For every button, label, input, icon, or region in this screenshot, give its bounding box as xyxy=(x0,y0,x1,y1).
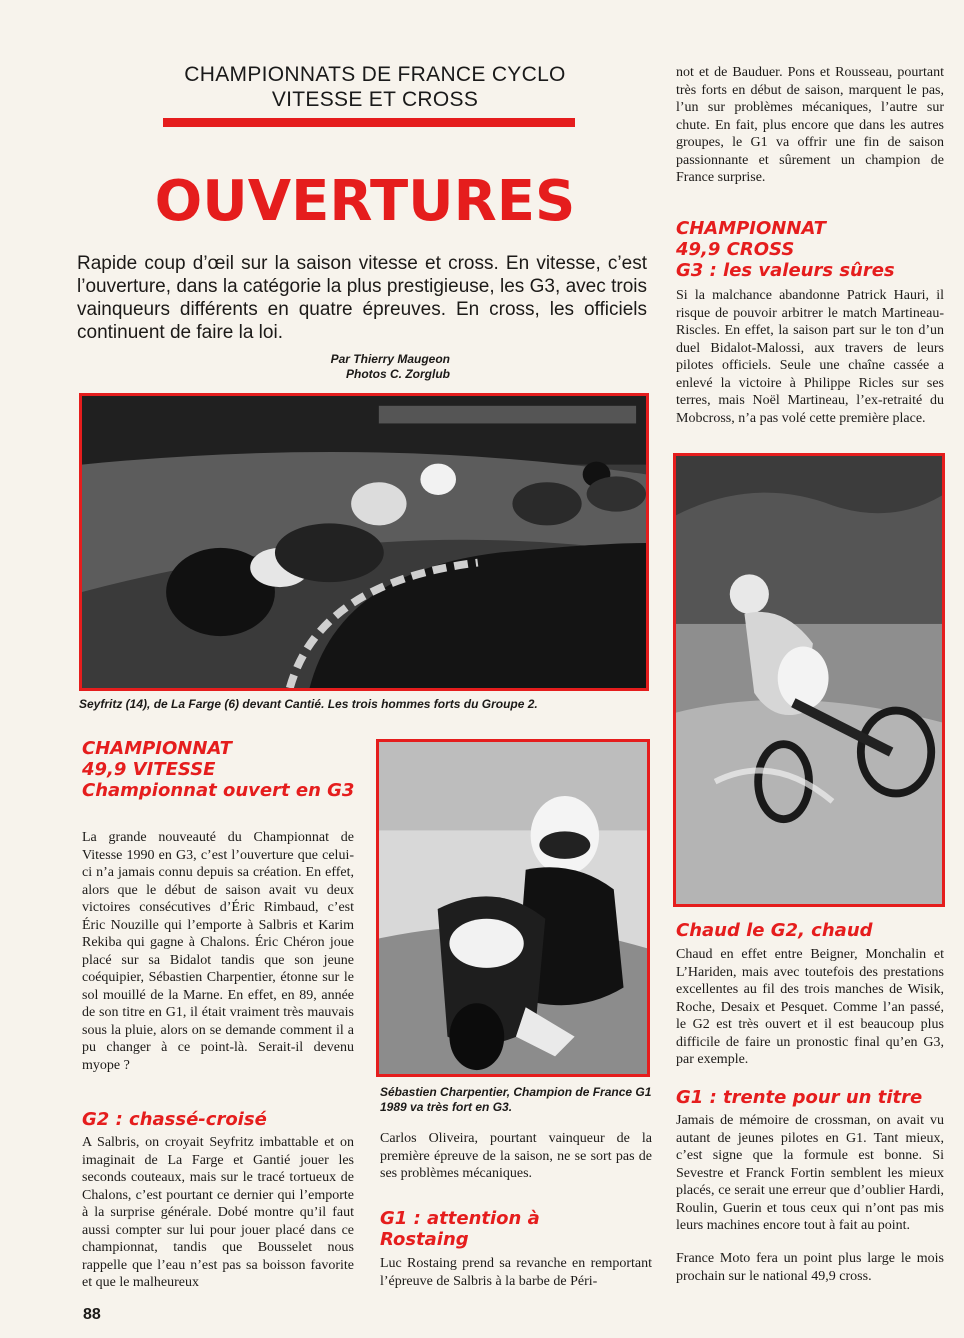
cross-g1-paragraph: Jamais de mémoire de crossman, on avait vu autant de jeunes pilotes en G1. Tant mieux, c’est signe que la formule est bonne. Si Sevestre et Franck Fortin semblent les mieux placés, ce serait une erreur que d’oublier Hardi, Roulin, Guerin et tous ceux qui n’ont pas mis leurs machines encore tout à fait au point. xyxy=(676,1113,944,1233)
lead-paragraph: Rapide coup d’œil sur la saison vitesse et cross. En vitesse, c’est l’ouverture, dans la catégorie la plus prestigieuse, les G3, avec trois vainqueurs différents en quatre épreuves. En cross, les officiels continuent de faire la loi. xyxy=(77,253,647,343)
headline: OUVERTURES xyxy=(154,169,576,234)
kicker xyxy=(150,62,600,112)
subheading-g2-cross: Chaud le G2, chaud xyxy=(676,920,873,941)
caption-charpentier: Sébastien Charpentier, Champion de France G1 1989 va très fort en G3. xyxy=(380,1085,652,1114)
oliveira-paragraph: Carlos Oliveira, pourtant vainqueur de la première épreuve de la saison, ne se sort pas de ses problèmes mécaniques. xyxy=(380,1131,652,1181)
byline-author: Par Thierry Maugeon xyxy=(330,352,450,366)
subheading-g1-cross: G1 : trente pour un titre xyxy=(676,1087,923,1108)
section-vitesse xyxy=(82,738,362,801)
section-cross-heading-1: CHAMPIONNAT xyxy=(676,218,826,239)
closing-paragraph: France Moto fera un point plus large le mois prochain sur le national 49,9 cross. xyxy=(676,1251,944,1284)
subheading-g2-vitesse: G2 : chassé-croisé xyxy=(82,1109,267,1130)
page-number: 88 xyxy=(83,1306,101,1323)
caption-road-race: Seyfritz (14), de La Farge (6) devant Cantié. Les trois hommes forts du Groupe 2. xyxy=(79,697,538,711)
section-vitesse-heading-2: 49,9 VITESSE xyxy=(82,759,216,780)
kicker-line-1: CHAMPIONNATS DE FRANCE CYCLO xyxy=(184,63,566,86)
subheading-g1-vitesse: G1 : attention à Rostaing xyxy=(380,1208,540,1250)
byline xyxy=(200,352,450,382)
photo-road-race xyxy=(79,393,649,691)
section-vitesse-heading-1: CHAMPIONNAT xyxy=(82,738,232,759)
section-vitesse-heading-3: Championnat ouvert en G3 xyxy=(82,780,355,801)
kicker-line-2: VITESSE ET CROSS xyxy=(271,88,479,111)
section-cross-heading-3: G3 : les valeurs sûres xyxy=(676,260,895,281)
section-cross-heading-2: 49,9 CROSS xyxy=(676,239,795,260)
byline-photos: Photos C. Zorglub xyxy=(346,367,450,381)
photo-charpentier xyxy=(376,739,650,1077)
vitesse-g3-paragraph: La grande nouveauté du Championnat de Vitesse 1990 en G3, c’est l’ouverture que celui-ci n’a jamais connu depuis sa création. En effet, alors que le début de saison avait vu deux victoires consécutives d’Éric Rimbaud, c’est Éric Nouzille qui l’emporte à Salbris et Karim Rekiba qui gagne à Chalons. Éric Chéron joue placé sur sa Bidalot tandis que son jeune coéquipier, Sébastien Charpentier, étonne sur le sol mouillé de la Marne. En effet, en 89, année de son titre en G1, il était vraiment très mauvais sous la pluie, alors on se demande comment il a pu changer à ce point-là. Serait-il devenu myope ? xyxy=(82,830,354,1073)
vitesse-g1-paragraph: Luc Rostaing prend sa revanche en remportant l’épreuve de Salbris à la barbe de Péri- xyxy=(380,1256,652,1289)
vitesse-g2-paragraph: A Salbris, on croyait Seyfritz imbattable et on imaginait de La Farge et Gantié jouer les seconds couteaux, mais sur le tracé tortueux de Chalons, c’est pourtant ce dernier qui l’emporte à la surprise générale. Dobé montre qu’il faut aussi compter sur lui pour jouer placé dans ce championnat, tandis que Bousselet nous rappelle que l’eau n’est pas sa boisson favorite et que le malheureux xyxy=(82,1135,354,1290)
col3-top-paragraph: not et de Bauduer. Pons et Rousseau, pourtant très forts en début de saison, marquent le pas, l’un sur problèmes mécaniques, l’autre sur chute. En fait, plus encore que dans les autres groupes, le G1 va offrir une fin de saison passionnante et sûrement un champion de France surprise. xyxy=(676,65,944,185)
cross-g3-paragraph: Si la malchance abandonne Patrick Hauri, il risque de pouvoir arbitrer le match Martineau-Riscles. En effet, la saison part sur le ton d’un duel Bidalot-Malossi, aux travers de leurs pilotes officiels. Seule une chaîne cassée a enlevé la victoire à Philippe Ricles sur ses terres, mais Noël Martineau, l’ex-retraité du Mobcross, n’a pas volé cette première place. xyxy=(676,288,944,426)
photo-motocross xyxy=(673,453,945,907)
cross-g2-paragraph: Chaud en effet entre Beigner, Monchalin et L’Hariden, mais avec toutefois des prestations excellentes au fil des trois manches de Wisik, Roche, Desaix et Pesquet. Comme l’an passé, le G2 est très ouvert et il est beaucoup plus difficile de faire un pronostic final qu’en G3, par exemple. xyxy=(676,947,944,1067)
section-cross xyxy=(676,218,944,281)
red-rule xyxy=(163,118,575,127)
